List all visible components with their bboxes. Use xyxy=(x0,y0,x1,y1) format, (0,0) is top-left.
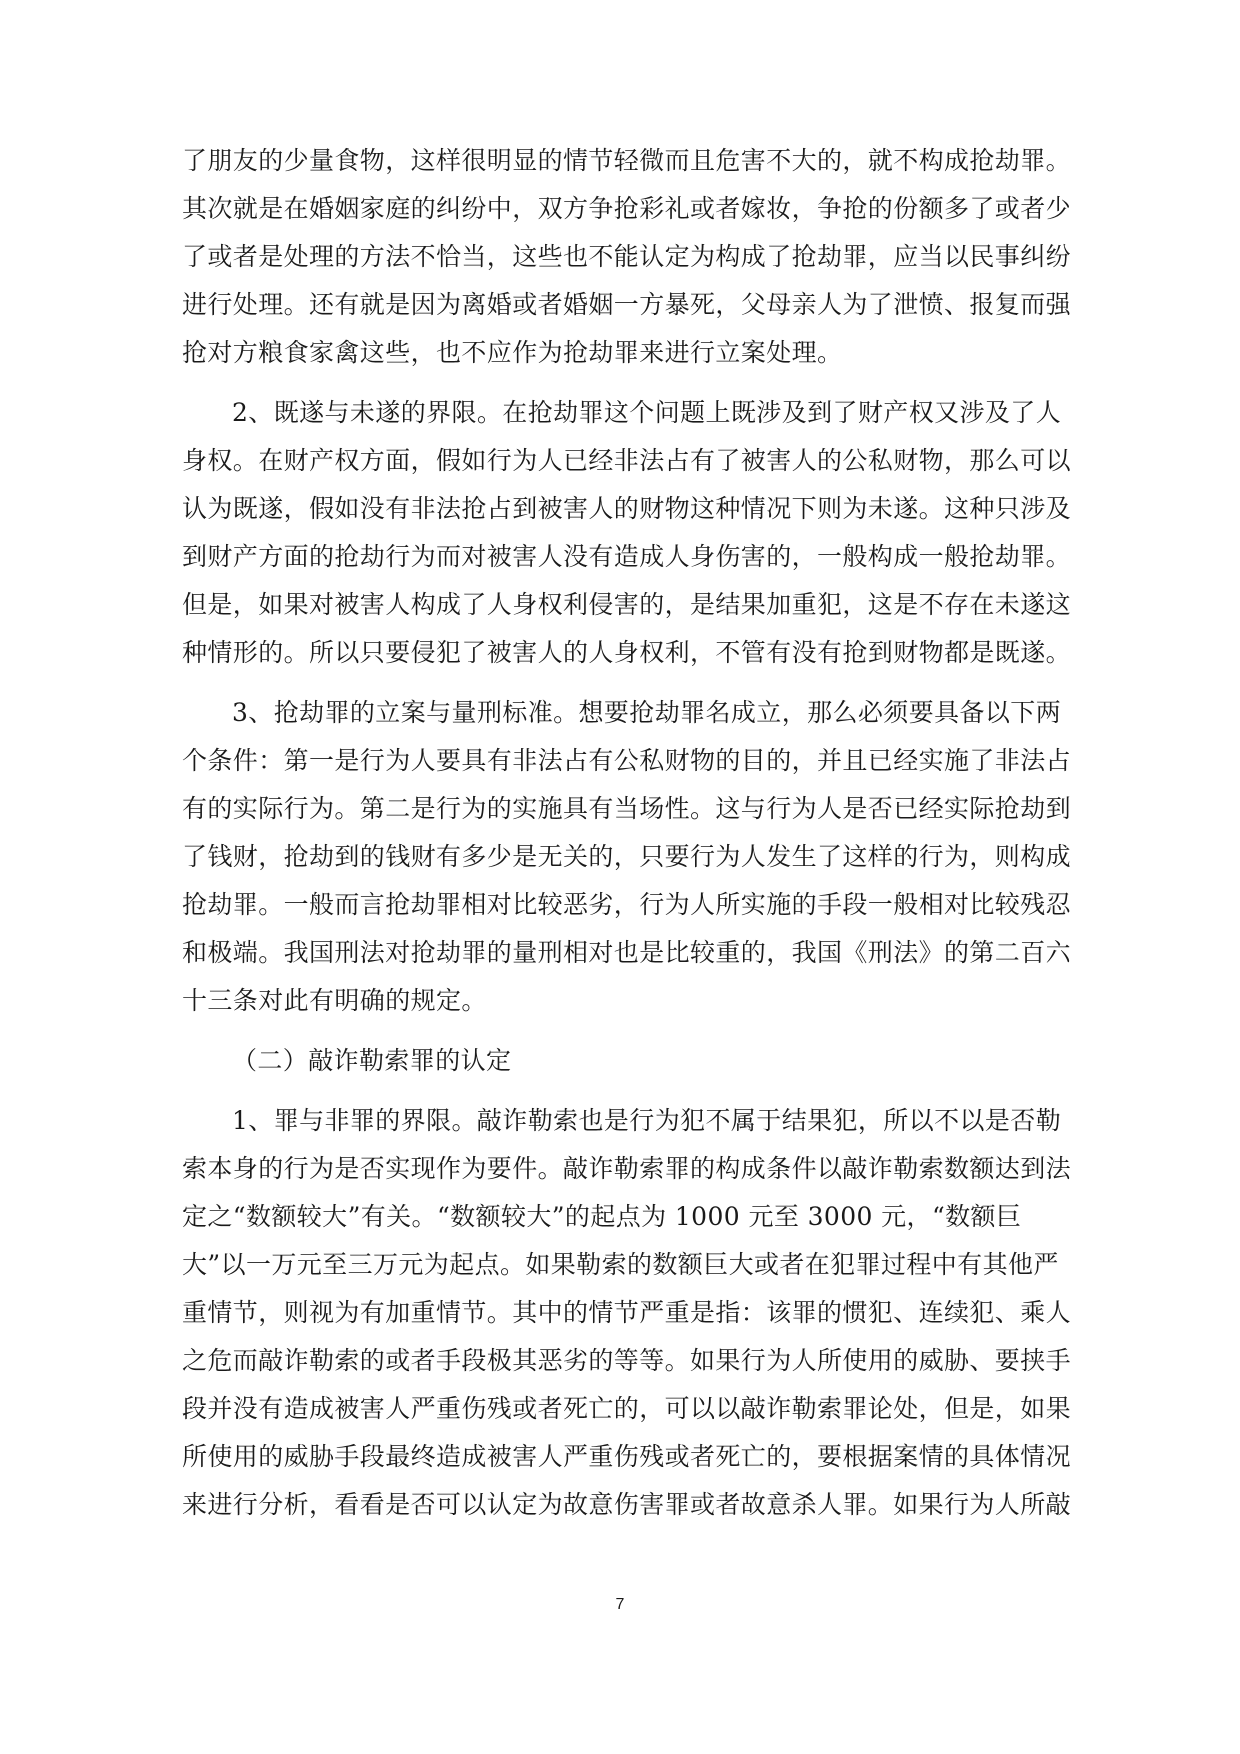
text-line: 其次就是在婚姻家庭的纠纷中，双方争抢彩礼或者嫁妆，争抢的份额多了或者少 xyxy=(182,194,1072,223)
text-line: 定之“数额较大”有关。“数额较大”的起点为 1000 元至 3000 元，“数额巨 xyxy=(182,1202,1022,1231)
text-line: 种情形的。所以只要侵犯了被害人的人身权利，不管有没有抢到财物都是既遂。 xyxy=(182,638,1072,667)
text-line: 抢劫罪。一般而言抢劫罪相对比较恶劣，行为人所实施的手段一般相对比较残忍 xyxy=(182,890,1072,919)
text-line: 来进行分析，看看是否可以认定为故意伤害罪或者故意杀人罪。如果行为人所敲 xyxy=(182,1490,1072,1519)
text-line: 3、抢劫罪的立案与量刑标准。想要抢劫罪名成立，那么必须要具备以下两 xyxy=(232,698,1062,727)
text-line: 个条件：第一是行为人要具有非法占有公私财物的目的，并且已经实施了非法占 xyxy=(182,746,1072,775)
text-line: 抢对方粮食家禽这些，也不应作为抢劫罪来进行立案处理。 xyxy=(182,338,843,367)
page-number: 7 xyxy=(615,1596,625,1613)
text-line: 十三条对此有明确的规定。 xyxy=(182,986,487,1015)
text-line: 2、既遂与未遂的界限。在抢劫罪这个问题上既涉及到了财产权又涉及了人 xyxy=(232,398,1062,427)
text-line: 了钱财，抢劫到的钱财有多少是无关的，只要行为人发生了这样的行为，则构成 xyxy=(182,842,1072,871)
text-line: 大”以一万元至三万元为起点。如果勒索的数额巨大或者在犯罪过程中有其他严 xyxy=(182,1250,1059,1279)
text-line: 1、罪与非罪的界限。敲诈勒索也是行为犯不属于结果犯，所以不以是否勒 xyxy=(232,1106,1062,1135)
text-line: 到财产方面的抢劫行为而对被害人没有造成人身伤害的，一般构成一般抢劫罪。 xyxy=(182,542,1072,571)
text-line: 段并没有造成被害人严重伤残或者死亡的，可以以敲诈勒索罪论处，但是，如果 xyxy=(182,1394,1072,1423)
text-line: 进行处理。还有就是因为离婚或者婚姻一方暴死，父母亲人为了泄愤、报复而强 xyxy=(182,290,1072,319)
text-line: 之危而敲诈勒索的或者手段极其恶劣的等等。如果行为人所使用的威胁、要挟手 xyxy=(182,1346,1072,1375)
text-line: 重情节，则视为有加重情节。其中的情节严重是指：该罪的惯犯、连续犯、乘人 xyxy=(182,1298,1072,1327)
section-subheading: （二）敲诈勒索罪的认定 xyxy=(232,1046,512,1075)
paragraph-continuation xyxy=(182,137,1072,1529)
text-line: 了或者是处理的方法不恰当，这些也不能认定为构成了抢劫罪，应当以民事纠纷 xyxy=(182,242,1072,271)
text-line: 认为既遂，假如没有非法抢占到被害人的财物这种情况下则为未遂。这种只涉及 xyxy=(182,494,1072,523)
text-line: 了朋友的少量食物，这样很明显的情节轻微而且危害不大的，就不构成抢劫罪。 xyxy=(182,146,1072,175)
text-line: 所使用的威胁手段最终造成被害人严重伤残或者死亡的，要根据案情的具体情况 xyxy=(182,1442,1072,1471)
text-line: 索本身的行为是否实现作为要件。敲诈勒索罪的构成条件以敲诈勒索数额达到法 xyxy=(182,1154,1072,1183)
text-line: 有的实际行为。第二是行为的实施具有当场性。这与行为人是否已经实际抢劫到 xyxy=(182,794,1072,823)
text-line: 和极端。我国刑法对抢劫罪的量刑相对也是比较重的，我国《刑法》的第二百六 xyxy=(182,938,1072,967)
text-line: 身权。在财产权方面，假如行为人已经非法占有了被害人的公私财物，那么可以 xyxy=(182,446,1072,475)
text-line: 但是，如果对被害人构成了人身权利侵害的，是结果加重犯，这是不存在未遂这 xyxy=(182,590,1072,619)
